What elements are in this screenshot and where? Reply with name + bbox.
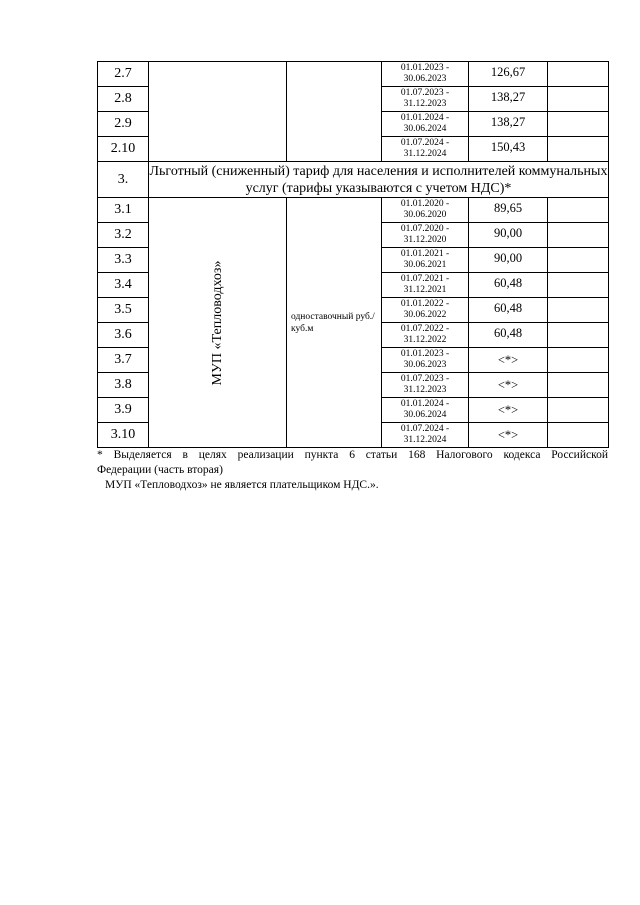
empty-cell	[548, 323, 609, 348]
row-number: 2.8	[98, 87, 149, 112]
period-cell: 01.07.2024 - 31.12.2024	[382, 423, 469, 448]
period-cell: 01.01.2024 - 30.06.2024	[382, 398, 469, 423]
value-cell: 138,27	[469, 87, 548, 112]
period-cell: 01.01.2021 - 30.06.2021	[382, 248, 469, 273]
tariff-table	[97, 61, 609, 448]
empty-cell	[548, 348, 609, 373]
period-cell: 01.01.2020 - 30.06.2020	[382, 198, 469, 223]
empty-cell	[548, 298, 609, 323]
row-number: 3.10	[98, 423, 149, 448]
period-cell: 01.07.2022 - 31.12.2022	[382, 323, 469, 348]
period-cell: 01.01.2023 - 30.06.2023	[382, 62, 469, 87]
value-cell: <*>	[469, 348, 548, 373]
empty-cell	[548, 373, 609, 398]
empty-cell	[548, 223, 609, 248]
org-name: МУП «Тепловодхоз»	[209, 260, 225, 385]
value-cell: <*>	[469, 423, 548, 448]
row-number: 3.6	[98, 323, 149, 348]
period-cell: 01.07.2020 - 31.12.2020	[382, 223, 469, 248]
row-number: 3.2	[98, 223, 149, 248]
period-cell: 01.01.2024 - 30.06.2024	[382, 112, 469, 137]
empty-cell	[548, 62, 609, 87]
period-cell: 01.07.2023 - 31.12.2023	[382, 373, 469, 398]
section-number: 3.	[98, 162, 149, 198]
period-cell: 01.07.2023 - 31.12.2023	[382, 87, 469, 112]
empty-cell	[548, 137, 609, 162]
period-cell: 01.01.2023 - 30.06.2023	[382, 348, 469, 373]
row-number: 3.3	[98, 248, 149, 273]
value-cell: 90,00	[469, 248, 548, 273]
row-number: 3.9	[98, 398, 149, 423]
empty-cell	[548, 87, 609, 112]
vat-note: МУП «Тепловодхоз» не является плательщиком НДС.».	[105, 479, 379, 491]
value-cell: 126,67	[469, 62, 548, 87]
period-cell: 01.01.2022 - 30.06.2022	[382, 298, 469, 323]
value-cell: 60,48	[469, 298, 548, 323]
row-number: 2.10	[98, 137, 149, 162]
org-cell-empty	[149, 62, 287, 162]
section-header-row	[98, 162, 609, 198]
empty-cell	[548, 423, 609, 448]
empty-cell	[548, 248, 609, 273]
value-cell: <*>	[469, 373, 548, 398]
empty-cell	[548, 273, 609, 298]
empty-cell	[548, 398, 609, 423]
footnotes	[97, 448, 608, 493]
tariff-type: одноставочный руб./куб.м	[287, 198, 382, 448]
row-number: 3.5	[98, 298, 149, 323]
period-cell: 01.07.2021 - 31.12.2021	[382, 273, 469, 298]
row-number: 3.7	[98, 348, 149, 373]
table-row	[98, 62, 609, 87]
footnote-line-1: * Выделяется в целях реализации пункта 6 статьи 168 Налогового кодекса Российской	[97, 449, 608, 461]
type-cell-empty	[287, 62, 382, 162]
row-number: 3.8	[98, 373, 149, 398]
row-number: 2.7	[98, 62, 149, 87]
value-cell: 90,00	[469, 223, 548, 248]
value-cell: <*>	[469, 398, 548, 423]
period-cell: 01.07.2024 - 31.12.2024	[382, 137, 469, 162]
empty-cell	[548, 112, 609, 137]
footnote-line-2: Федерации (часть вторая)	[97, 464, 223, 476]
row-number: 3.1	[98, 198, 149, 223]
row-number: 2.9	[98, 112, 149, 137]
value-cell: 60,48	[469, 323, 548, 348]
empty-cell	[548, 198, 609, 223]
row-number: 3.4	[98, 273, 149, 298]
org-cell	[149, 198, 287, 448]
table-row	[98, 198, 609, 223]
section-title: Льготный (сниженный) тариф для населения и исполнителей коммунальных услуг (тарифы указываются с учетом НДС)*	[149, 163, 608, 196]
value-cell: 89,65	[469, 198, 548, 223]
value-cell: 138,27	[469, 112, 548, 137]
value-cell: 60,48	[469, 273, 548, 298]
value-cell: 150,43	[469, 137, 548, 162]
